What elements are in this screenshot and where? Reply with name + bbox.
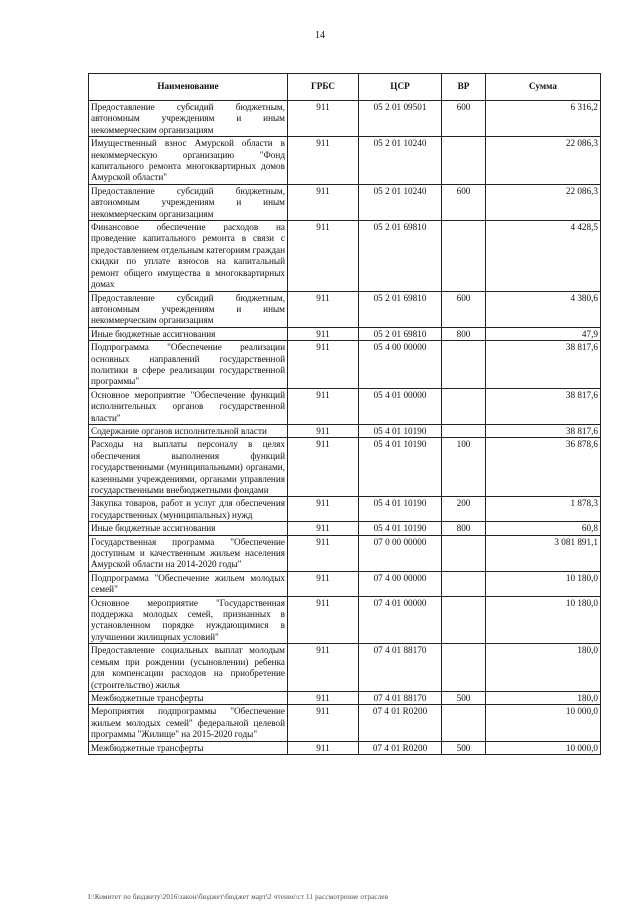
cell-csr: 05 4 01 10190	[359, 497, 442, 522]
cell-sum: 38 817,6	[486, 341, 601, 389]
cell-grbs: 911	[288, 137, 359, 185]
cell-csr: 05 2 01 69810	[359, 221, 442, 291]
budget-table	[88, 73, 601, 755]
cell-csr: 07 4 00 00000	[359, 571, 442, 596]
header-grbs: ГРБС	[288, 74, 359, 101]
table-body	[89, 101, 601, 755]
cell-name: Предоставление субсидий бюджетным, автономным учреждениям и иным некоммерческим организациям	[89, 291, 288, 327]
cell-name: Иные бюджетные ассигнования	[89, 522, 288, 535]
cell-grbs: 911	[288, 101, 359, 137]
cell-grbs: 911	[288, 691, 359, 704]
footer-file-path: I:\Комитет по бюджету\2016\закон\бюджет\бюджет март\2 чтение\ст 11 рассмотрение отраслев	[88, 893, 389, 901]
cell-vr	[442, 341, 486, 389]
cell-vr: 800	[442, 522, 486, 535]
cell-csr: 05 2 01 10240	[359, 137, 442, 185]
cell-name: Мероприятия подпрограммы "Обеспечение жильем молодых семей" федеральной целевой программы "Жилище" на 2015-2020 годы"	[89, 705, 288, 741]
cell-name: Закупка товаров, работ и услуг для обеспечения государственных (муниципальных) нужд	[89, 497, 288, 522]
cell-grbs: 911	[288, 341, 359, 389]
table-row	[89, 644, 601, 692]
header-name: Наименование	[89, 74, 288, 101]
page-number: 14	[315, 30, 325, 41]
cell-vr	[442, 571, 486, 596]
cell-grbs: 911	[288, 327, 359, 340]
cell-csr: 07 4 01 R0200	[359, 705, 442, 741]
cell-vr: 600	[442, 291, 486, 327]
cell-name: Иные бюджетные ассигнования	[89, 327, 288, 340]
cell-vr	[442, 535, 486, 571]
cell-vr: 600	[442, 101, 486, 137]
cell-csr: 05 2 01 09501	[359, 101, 442, 137]
cell-name: Предоставление социальных выплат молодым семьям при рождении (усыновлении) ребенка для компенсации расходов на приобретение (строительство) жилья	[89, 644, 288, 692]
cell-csr: 07 4 01 88170	[359, 644, 442, 692]
table-row	[89, 291, 601, 327]
cell-vr: 800	[442, 327, 486, 340]
table-row	[89, 571, 601, 596]
cell-sum: 6 316,2	[486, 101, 601, 137]
header-sum: Сумма	[486, 74, 601, 101]
cell-csr: 05 2 01 69810	[359, 327, 442, 340]
cell-name: Государственная программа "Обеспечение доступным и качественным жильем населения Амурской области на 2014-2020 годы"	[89, 535, 288, 571]
cell-sum: 22 086,3	[486, 137, 601, 185]
table-header-row	[89, 74, 601, 101]
cell-grbs: 911	[288, 535, 359, 571]
table-row	[89, 705, 601, 741]
cell-name: Подпрограмма "Обеспечение жильем молодых семей"	[89, 571, 288, 596]
cell-vr: 500	[442, 741, 486, 754]
cell-vr	[442, 705, 486, 741]
cell-name: Содержание органов исполнительной власти	[89, 424, 288, 437]
cell-grbs: 911	[288, 497, 359, 522]
cell-grbs: 911	[288, 388, 359, 424]
cell-sum: 180,0	[486, 691, 601, 704]
cell-vr: 200	[442, 497, 486, 522]
cell-name: Подпрограмма "Обеспечение реализации основных направлений государственной политики в сфере реализации государственной программы"	[89, 341, 288, 389]
cell-vr	[442, 644, 486, 692]
table-row	[89, 691, 601, 704]
table-row	[89, 596, 601, 644]
cell-name: Предоставление субсидий бюджетным, автономным учреждениям и иным некоммерческим организациям	[89, 184, 288, 220]
cell-sum: 4 428,5	[486, 221, 601, 291]
cell-sum: 38 817,6	[486, 388, 601, 424]
cell-sum: 36 878,6	[486, 438, 601, 497]
cell-grbs: 911	[288, 522, 359, 535]
cell-sum: 1 878,3	[486, 497, 601, 522]
cell-vr	[442, 424, 486, 437]
table-row	[89, 221, 601, 291]
cell-name: Межбюджетные трансферты	[89, 741, 288, 754]
header-csr: ЦСР	[359, 74, 442, 101]
cell-sum: 47,9	[486, 327, 601, 340]
cell-sum: 10 180,0	[486, 596, 601, 644]
cell-sum: 10 000,0	[486, 705, 601, 741]
cell-vr	[442, 221, 486, 291]
table-row	[89, 438, 601, 497]
cell-vr	[442, 137, 486, 185]
cell-vr: 100	[442, 438, 486, 497]
cell-grbs: 911	[288, 424, 359, 437]
table-row	[89, 327, 601, 340]
table-row	[89, 101, 601, 137]
cell-sum: 60,8	[486, 522, 601, 535]
cell-grbs: 911	[288, 596, 359, 644]
cell-grbs: 911	[288, 221, 359, 291]
cell-grbs: 911	[288, 184, 359, 220]
cell-sum: 38 817,6	[486, 424, 601, 437]
cell-sum: 22 086,3	[486, 184, 601, 220]
cell-name: Имущественный взнос Амурской области в некоммерческую организацию "Фонд капитального ремонта многоквартирных домов Амурской области"	[89, 137, 288, 185]
cell-name: Межбюджетные трансферты	[89, 691, 288, 704]
table-row	[89, 137, 601, 185]
table-row	[89, 184, 601, 220]
cell-csr: 05 2 01 69810	[359, 291, 442, 327]
cell-sum: 4 380,6	[486, 291, 601, 327]
cell-grbs: 911	[288, 741, 359, 754]
cell-grbs: 911	[288, 571, 359, 596]
table-row	[89, 497, 601, 522]
cell-grbs: 911	[288, 705, 359, 741]
cell-csr: 05 4 01 00000	[359, 388, 442, 424]
table-row	[89, 424, 601, 437]
cell-grbs: 911	[288, 291, 359, 327]
cell-grbs: 911	[288, 438, 359, 497]
cell-name: Предоставление субсидий бюджетным, автономным учреждениям и иным некоммерческим организациям	[89, 101, 288, 137]
cell-sum: 10 180,0	[486, 571, 601, 596]
table-row	[89, 741, 601, 754]
cell-vr: 600	[442, 184, 486, 220]
cell-csr: 05 4 01 10190	[359, 438, 442, 497]
cell-sum: 10 000,0	[486, 741, 601, 754]
cell-vr: 500	[442, 691, 486, 704]
cell-grbs: 911	[288, 644, 359, 692]
table-row	[89, 388, 601, 424]
cell-csr: 07 4 01 R0200	[359, 741, 442, 754]
cell-name: Финансовое обеспечение расходов на проведение капитального ремонта в связи с предоставлением отдельным категориям граждан скидки по уплате взносов на капитальный ремонт общего имущества в многоквартирных домах	[89, 221, 288, 291]
table-row	[89, 522, 601, 535]
cell-csr: 07 4 01 00000	[359, 596, 442, 644]
header-vr: ВР	[442, 74, 486, 101]
cell-csr: 05 2 01 10240	[359, 184, 442, 220]
cell-csr: 05 4 01 10190	[359, 522, 442, 535]
cell-name: Расходы на выплаты персоналу в целях обеспечения выполнения функций государственными (муниципальными) органами, казенными учреждениями, органами управления государственными внебюджетными фондами	[89, 438, 288, 497]
cell-name: Основное мероприятие "Обеспечение функций исполнительных органов государственной власти"	[89, 388, 288, 424]
cell-sum: 180,0	[486, 644, 601, 692]
table-row	[89, 535, 601, 571]
cell-name: Основное мероприятие "Государственная поддержка молодых семей, признанных в установленном порядке нуждающимися в улучшении жилищных условий"	[89, 596, 288, 644]
table-row	[89, 341, 601, 389]
cell-sum: 3 081 891,1	[486, 535, 601, 571]
cell-csr: 05 4 01 10190	[359, 424, 442, 437]
cell-csr: 05 4 00 00000	[359, 341, 442, 389]
cell-csr: 07 0 00 00000	[359, 535, 442, 571]
cell-vr	[442, 596, 486, 644]
cell-vr	[442, 388, 486, 424]
cell-csr: 07 4 01 88170	[359, 691, 442, 704]
